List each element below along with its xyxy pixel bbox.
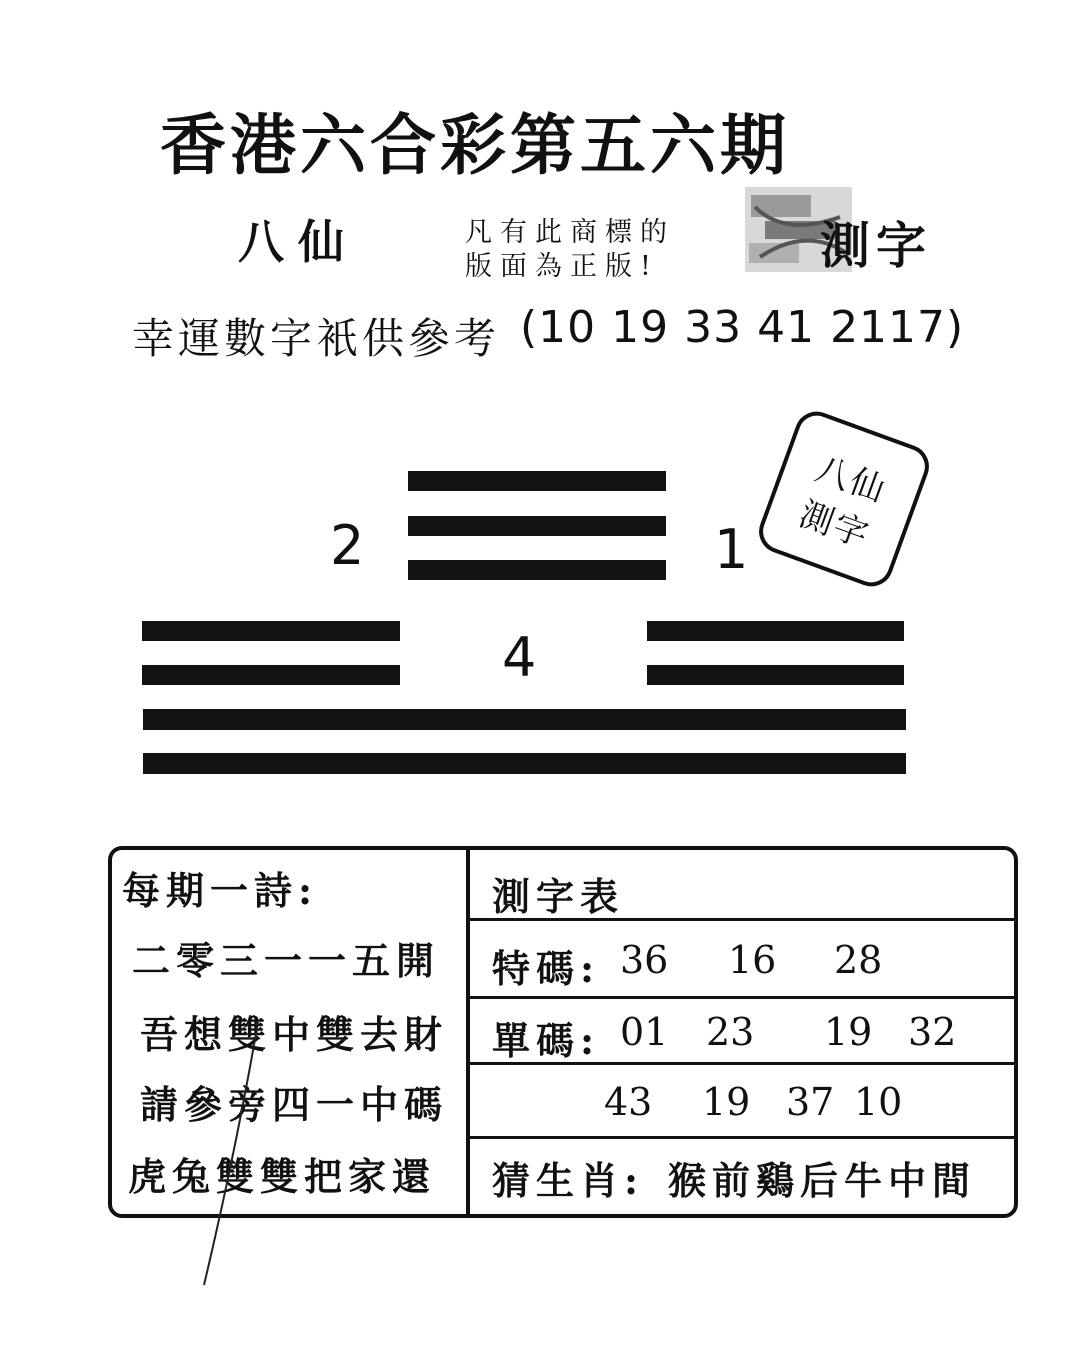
pen-stroke	[196, 1020, 266, 1290]
special-row	[492, 938, 600, 993]
broken-bar-left-2	[142, 665, 400, 685]
top-bar-3	[408, 560, 666, 580]
bxcz-seal	[753, 406, 935, 593]
figure-number-right: 1	[714, 518, 749, 581]
poem-line: 吾想雙中雙去財	[140, 1012, 449, 1057]
table-header	[492, 866, 624, 921]
special-number: 28	[834, 938, 883, 982]
special-label: 特碼:	[492, 946, 601, 991]
trademark-note-line: 版面為正版!	[465, 251, 659, 282]
table-row-line	[470, 996, 1018, 999]
poem-title: 每期一詩:	[122, 868, 319, 913]
poem-line: 二零三一一五開	[132, 938, 441, 983]
single-number: 32	[908, 1010, 957, 1054]
trademark-note-line: 凡有此商標的	[465, 217, 675, 248]
zodiac-text	[668, 1150, 976, 1205]
page-title: 香港六合彩第五六期	[160, 106, 790, 184]
figure-number-left: 2	[330, 514, 365, 577]
lucky-numbers: (10 19 33 41 2117)	[520, 302, 965, 353]
brand-name: 八仙	[238, 215, 358, 269]
single-number: 19	[824, 1010, 873, 1054]
seal-line: 測字	[793, 494, 876, 557]
table-row-line	[470, 1136, 1018, 1139]
table-divider	[466, 846, 470, 1218]
lucky-label: 幸運數字衹供參考	[132, 314, 501, 363]
single-number: 23	[706, 1010, 755, 1054]
figure-number-center: 4	[502, 626, 537, 689]
special-number: 16	[728, 938, 777, 982]
single-number: 01	[620, 1010, 669, 1054]
table-header-text: 測字表	[492, 874, 625, 919]
special-number: 36	[620, 938, 669, 982]
single-row	[492, 1010, 600, 1065]
top-bar-2	[408, 516, 666, 536]
zodiac-label: 猜生肖:	[492, 1158, 645, 1203]
zodiac-answer: 猴前鷄后牛中間	[668, 1158, 977, 1203]
full-bar-2	[143, 753, 906, 774]
broken-bar-left-1	[142, 621, 400, 641]
single-number: 10	[854, 1080, 903, 1124]
trademark-note	[465, 216, 675, 284]
brand-right: 測字	[820, 216, 932, 275]
zodiac-row	[492, 1150, 644, 1205]
broken-bar-right-1	[647, 621, 904, 641]
single-number: 37	[786, 1080, 835, 1124]
single-number: 19	[702, 1080, 751, 1124]
single-number: 43	[604, 1080, 653, 1124]
seal-line: 八仙	[810, 449, 892, 512]
poem-line: 請參旁四一中碼	[140, 1082, 449, 1127]
broken-bar-right-2	[647, 665, 904, 685]
top-bar-1	[408, 471, 666, 491]
single-label: 單碼:	[492, 1018, 601, 1063]
poem-line: 虎兔雙雙把家還	[128, 1154, 437, 1199]
full-bar-1	[143, 709, 906, 730]
